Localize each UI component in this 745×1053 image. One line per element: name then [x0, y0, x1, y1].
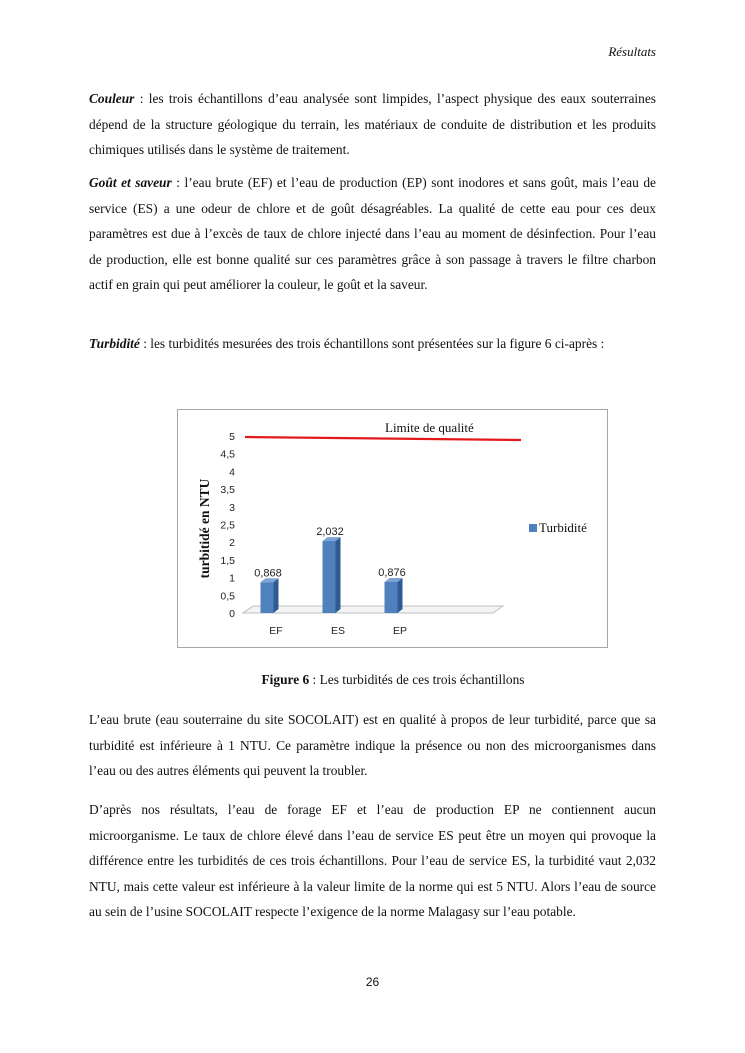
legend-swatch: [529, 524, 537, 532]
y-tick-label: 2: [229, 537, 235, 550]
chart-floor: [243, 606, 503, 613]
y-axis-label: turbitidé en NTU: [197, 478, 212, 579]
y-tick-label: 3: [229, 501, 235, 514]
data-label-es: 2,032: [316, 526, 344, 539]
term-couleur: Couleur: [89, 91, 135, 106]
paragraph-gout-saveur: [89, 170, 656, 298]
figure-caption-label: Figure 6: [261, 672, 310, 687]
paragraph-couleur-text: : les trois échantillons d’eau analysée sont limpides, l’aspect physique des eaux souterraines dépend de la structure géologique du terrain, les matériaux de conduite de distribution et les produits chimiques utilisés dans le système de traitement.: [89, 91, 656, 158]
data-label-ep: 0,876: [378, 566, 406, 579]
turbidity-chart-svg: [178, 410, 607, 647]
quality-limit-line: [245, 437, 521, 440]
paragraph-turbidite-text: : les turbidités mesurées des trois échantillons sont présentées sur la figure 6 ci-après :: [139, 336, 605, 351]
figure-caption: [0, 672, 745, 688]
y-tick-label: 4: [229, 466, 235, 479]
figure-caption-text: : Les turbidités de ces trois échantillons: [309, 672, 525, 687]
legend-label: Turbidité: [539, 520, 587, 535]
bar-ef: [261, 582, 274, 613]
y-tick-label: 2,5: [220, 519, 235, 532]
bar-side: [336, 537, 341, 613]
quality-limit-label: Limite de qualité: [385, 420, 474, 435]
turbidity-chart: [177, 409, 608, 648]
x-tick-label-ep: EP: [392, 625, 408, 637]
paragraph-couleur: [89, 86, 656, 163]
bar-es: [323, 541, 336, 613]
y-tick-label: 0,5: [220, 590, 235, 603]
y-tick-label: 1,5: [220, 554, 235, 567]
x-tick-label-ef: EF: [269, 625, 283, 637]
y-tick-label: 5: [229, 431, 235, 443]
paragraph-gout-saveur-text: : l’eau brute (EF) et l’eau de production (EP) sont inodores et sans goût, mais l’eau de service (ES) a une odeur de chlore et de goût désagréables. La qualité de cette eau pour ces deux paramètres est due à l’excès de taux de chlore injecté dans l’eau au moment de désinfection. Pour l’eau de production, elle est bonne qualité sur ces paramètres grâce à son passage à travers le filtre charbon actif en grain qui peut améliorer la couleur, le goût et la saveur.: [89, 175, 656, 293]
y-tick-label: 4,5: [220, 448, 235, 461]
y-tick-label: 1: [229, 572, 235, 585]
paragraph-turbidite: [89, 331, 656, 357]
paragraph-eau-brute: L’eau brute (eau souterraine du site SOCOLAIT) est en qualité à propos de leur turbidité, parce que sa turbidité est inférieure à 1 NTU. Ce paramètre indique la présence ou non des microorganismes dans l’eau ou des autres éléments qui peuvent la troubler.: [89, 712, 656, 779]
running-head: Résultats: [608, 44, 656, 59]
x-tick-label-es: ES: [330, 625, 346, 637]
page-number: 26: [365, 975, 380, 989]
term-turbidite: Turbidité: [89, 336, 140, 351]
data-label-ef: 0,868: [254, 567, 282, 580]
term-gout-saveur: Goût et saveur: [89, 175, 172, 190]
bar-ep: [385, 582, 398, 613]
y-tick-label: 3,5: [220, 484, 235, 497]
bar-side: [398, 578, 403, 613]
y-tick-label: 0: [229, 608, 235, 620]
bar-side: [274, 578, 279, 613]
paragraph-resultats: D’après nos résultats, l’eau de forage EF et l’eau de production EP ne contiennent aucun microorganisme. Le taux de chlore élevé dans l’eau de service ES peut être un moyen qui provoque la différence entre les turbidités de ces trois échantillons. Pour l’eau de service ES, la turbidité vaut 2,032 NTU, mais cette valeur est inférieure à la valeur limite de la norme qui est 5 NTU. Alors l’eau de source au sein de l’usine SOCOLAIT respecte l’exigence de la norme Malagasy sur l’eau potable.: [89, 802, 656, 920]
